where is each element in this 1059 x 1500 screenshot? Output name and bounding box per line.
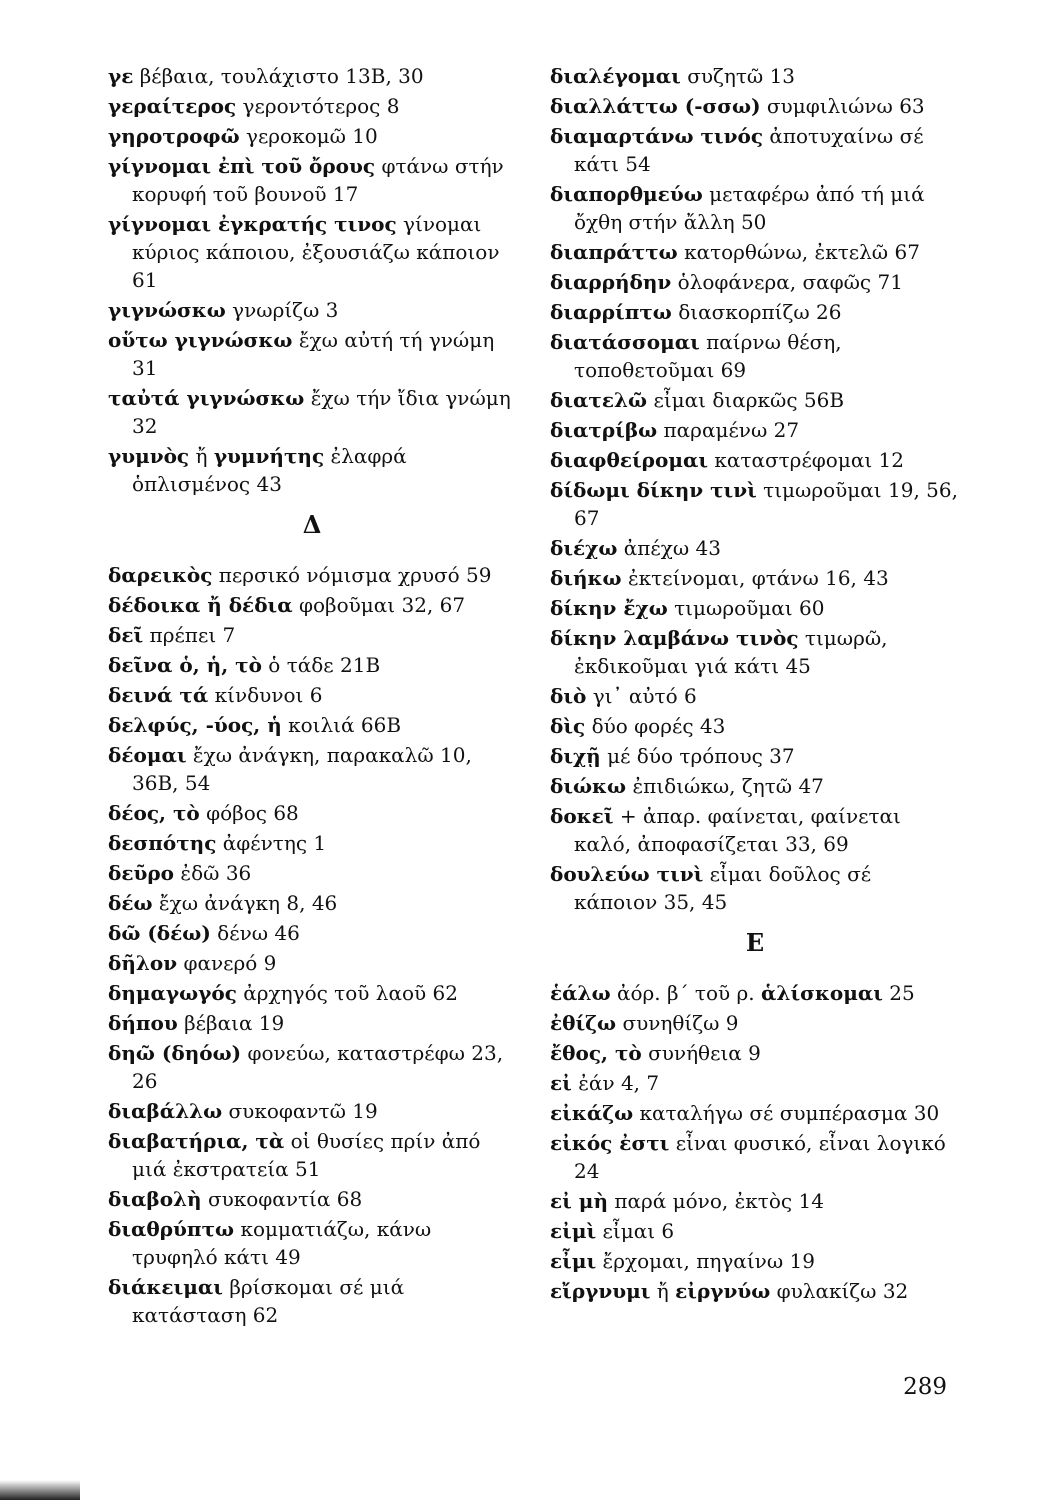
right-column bbox=[550, 62, 960, 1307]
section-letter: Ε bbox=[745, 928, 765, 957]
index-entry bbox=[550, 1039, 960, 1067]
index-entry bbox=[550, 268, 960, 296]
page-number: 289 bbox=[903, 1374, 947, 1400]
index-entry bbox=[550, 416, 960, 444]
index-entry bbox=[550, 238, 960, 266]
definition: ἐλαφρά ὁπλισμένος 43 bbox=[132, 444, 407, 496]
headword: διαρρίπτω bbox=[550, 300, 672, 324]
headword: δεῖνα ὁ, ἡ, τὸ bbox=[108, 653, 262, 677]
definition: μέ δύο τρόπους 37 bbox=[607, 744, 795, 768]
index-entry bbox=[550, 802, 960, 858]
index-entry bbox=[108, 92, 516, 120]
index-entry bbox=[108, 122, 516, 150]
definition-ref: 25 bbox=[889, 981, 915, 1005]
headword: διαπορθμεύω bbox=[550, 182, 703, 206]
definition: μεταφέρω ἀπό τή μιά ὄχθη στήν ἄλλη 50 bbox=[574, 182, 925, 234]
headword: δαρεικὸς bbox=[108, 563, 213, 587]
headword: γιγνώσκω bbox=[108, 298, 226, 322]
index-entry bbox=[550, 92, 960, 120]
index-entry bbox=[550, 298, 960, 326]
headword: εἰκός ἐστι bbox=[550, 1131, 670, 1155]
headword: δημαγωγός bbox=[108, 981, 237, 1005]
conjunction: ἤ bbox=[656, 1279, 669, 1303]
definition: κομματιάζω, κάνω τρυφηλό κάτι 49 bbox=[132, 1217, 432, 1269]
definition: εἶμαι δοῦλος σέ κάποιον 35, 45 bbox=[574, 862, 872, 914]
definition: οἱ θυσίες πρίν ἀπό μιά ἐκστρατεία 51 bbox=[132, 1129, 481, 1181]
headword: διὸ bbox=[550, 684, 587, 708]
index-entry bbox=[108, 1185, 516, 1213]
index-entry bbox=[550, 386, 960, 414]
headword: διαβάλλω bbox=[108, 1099, 223, 1123]
index-entry bbox=[550, 1247, 960, 1275]
headword: γεραίτερος bbox=[108, 94, 237, 118]
index-entry bbox=[108, 919, 516, 947]
index-entry bbox=[550, 62, 960, 90]
index-entry bbox=[550, 122, 960, 178]
definition: γνωρίζω 3 bbox=[232, 298, 339, 322]
definition: βέβαια, τουλάχιστο 13Β, 30 bbox=[139, 64, 424, 88]
headword: δεῖ bbox=[108, 623, 144, 647]
definition: ἔχω ἀνάγκη, παρακαλῶ 10, 36Β, 54 bbox=[132, 743, 472, 795]
headword: εἰ μὴ bbox=[550, 1189, 608, 1213]
headword: εἰ bbox=[550, 1071, 572, 1095]
index-entry bbox=[550, 1009, 960, 1037]
definition: ὁλοφάνερα, σαφῶς 71 bbox=[677, 270, 903, 294]
headword: διαβολὴ bbox=[108, 1187, 202, 1211]
definition: φανερό 9 bbox=[183, 951, 277, 975]
index-entry bbox=[550, 712, 960, 740]
index-entry bbox=[108, 681, 516, 709]
definition: εἶμαι 6 bbox=[602, 1219, 675, 1243]
definition: συμφιλιώνω 63 bbox=[766, 94, 925, 118]
definition: γεροκομῶ 10 bbox=[245, 124, 378, 148]
left-column bbox=[108, 62, 516, 1331]
definition: ἔχω ἀνάγκη 8, 46 bbox=[158, 891, 338, 915]
index-entry bbox=[550, 979, 960, 1007]
scan-shadow bbox=[0, 1480, 80, 1500]
definition: φτάνω στήν κορυφή τοῦ βουνοῦ 17 bbox=[132, 154, 504, 206]
index-entry bbox=[108, 442, 516, 498]
index-entry bbox=[108, 561, 516, 589]
headword: δεσπότης bbox=[108, 831, 217, 855]
headword: δουλεύω τινὶ bbox=[550, 862, 704, 886]
index-entry bbox=[550, 476, 960, 532]
definition: ἀρχηγός τοῦ λαοῦ 62 bbox=[243, 981, 458, 1005]
definition: κοιλιά 66Β bbox=[288, 713, 402, 737]
definition: ἀόρ. β΄ τοῦ ρ. bbox=[616, 981, 755, 1005]
index-entry bbox=[550, 180, 960, 236]
definition: δένω 46 bbox=[217, 921, 300, 945]
headword: οὕτω γιγνώσκω bbox=[108, 328, 293, 352]
index-entry bbox=[108, 1097, 516, 1125]
definition: παρά μόνο, ἐκτὸς 14 bbox=[614, 1189, 824, 1213]
index-entry bbox=[108, 889, 516, 917]
section-letter: Δ bbox=[302, 510, 322, 539]
headword: διάκειμαι bbox=[108, 1275, 223, 1299]
headword: δῆλον bbox=[108, 951, 178, 975]
definition: ἐκτείνομαι, φτάνω 16, 43 bbox=[627, 566, 889, 590]
definition: φόβος 68 bbox=[206, 801, 299, 825]
definition: ἔρχομαι, πηγαίνω 19 bbox=[602, 1249, 815, 1273]
definition: παραμένω 27 bbox=[663, 418, 800, 442]
index-entry bbox=[108, 949, 516, 977]
headword: γυμνὸς bbox=[108, 444, 190, 468]
index-entry bbox=[108, 296, 516, 324]
index-entry bbox=[550, 624, 960, 680]
definition: ἀπέχω 43 bbox=[623, 536, 721, 560]
definition: τιμωροῦμαι 60 bbox=[674, 596, 825, 620]
headword: ἐθίζω bbox=[550, 1011, 617, 1035]
index-entry bbox=[108, 326, 516, 382]
definition: διασκορπίζω 26 bbox=[678, 300, 842, 324]
definition: εἶναι φυσικό, εἶναι λογικό 24 bbox=[574, 1131, 946, 1183]
definition: συνηθίζω 9 bbox=[622, 1011, 739, 1035]
definition: κίνδυνοι 6 bbox=[214, 683, 323, 707]
index-entry bbox=[108, 1215, 516, 1271]
index-entry bbox=[550, 328, 960, 384]
definition: + ἀπαρ. φαίνεται, φαίνεται καλό, ἀποφασίζεται 33, 69 bbox=[574, 804, 901, 856]
definition: βρίσκομαι σέ μιά κατάσταση 62 bbox=[132, 1275, 405, 1327]
headword: δέδοικα ἤ δέδια bbox=[108, 593, 293, 617]
index-entry bbox=[108, 152, 516, 208]
headword: ἑάλω bbox=[550, 981, 611, 1005]
index-entry bbox=[108, 651, 516, 679]
definition: ἔχω αὐτή τή γνώμη 31 bbox=[132, 328, 495, 380]
definition: ἐδῶ 36 bbox=[180, 861, 252, 885]
definition: τιμωρῶ, ἐκδικοῦμαι γιά κάτι 45 bbox=[574, 626, 888, 678]
definition: κατορθώνω, ἐκτελῶ 67 bbox=[684, 240, 920, 264]
definition: συκοφαντία 68 bbox=[207, 1187, 363, 1211]
headword: διαθρύπτω bbox=[108, 1217, 235, 1241]
headword-variant: γυμνήτης bbox=[213, 444, 325, 468]
headword: γίγνομαι ἐγκρατής τινος bbox=[108, 212, 397, 236]
headword: δίκην λαμβάνω τινὸς bbox=[550, 626, 799, 650]
index-entry bbox=[108, 1009, 516, 1037]
index-entry bbox=[108, 591, 516, 619]
index-entry bbox=[108, 1039, 516, 1095]
headword: εἰμὶ bbox=[550, 1219, 597, 1243]
index-entry bbox=[550, 1069, 960, 1097]
definition: ὁ τάδε 21Β bbox=[268, 653, 381, 677]
definition: γίνομαι κύριος κάποιου, ἐξουσιάζω κάποιον 61 bbox=[132, 212, 500, 292]
headword: διαλλάττω (-σσω) bbox=[550, 94, 761, 118]
index-entry bbox=[550, 564, 960, 592]
headword: γε bbox=[108, 64, 134, 88]
headword: διαρρήδην bbox=[550, 270, 672, 294]
conjunction: ἤ bbox=[195, 444, 208, 468]
definition: γι᾽ αὐτό 6 bbox=[592, 684, 697, 708]
index-entry bbox=[108, 1273, 516, 1329]
index-entry bbox=[108, 621, 516, 649]
definition: παίρνω θέση, τοποθετοῦμαι 69 bbox=[574, 330, 842, 382]
headword: δῶ (δέω) bbox=[108, 921, 211, 945]
headword: δοκεῖ bbox=[550, 804, 614, 828]
headword: δέομαι bbox=[108, 743, 187, 767]
headword: διατάσσομαι bbox=[550, 330, 700, 354]
definition: ἐπιδιώκω, ζητῶ 47 bbox=[632, 774, 824, 798]
headword: δεῦρο bbox=[108, 861, 175, 885]
headword: ταὐτά γιγνώσκω bbox=[108, 386, 305, 410]
index-entry bbox=[550, 1217, 960, 1245]
definition: συκοφαντῶ 19 bbox=[228, 1099, 378, 1123]
headword: διήκω bbox=[550, 566, 622, 590]
index-entry bbox=[108, 741, 516, 797]
headword: δέος, τὸ bbox=[108, 801, 200, 825]
headword: εἰκάζω bbox=[550, 1101, 634, 1125]
headword: διαβατήρια, τὰ bbox=[108, 1129, 285, 1153]
index-entry bbox=[550, 742, 960, 770]
headword: διέχω bbox=[550, 536, 618, 560]
headword: δελφύς, -ύος, ἡ bbox=[108, 713, 282, 737]
headword: γηροτροφῶ bbox=[108, 124, 240, 148]
headword: δίδωμι δίκην τινὶ bbox=[550, 478, 757, 502]
index-entry bbox=[550, 772, 960, 800]
index-entry bbox=[108, 1127, 516, 1183]
headword: διώκω bbox=[550, 774, 627, 798]
index-entry bbox=[108, 384, 516, 440]
index-entry bbox=[108, 979, 516, 1007]
definition: ἐάν 4, 7 bbox=[578, 1071, 660, 1095]
headword: διατρίβω bbox=[550, 418, 658, 442]
definition: τιμωροῦμαι 19, 56, 67 bbox=[574, 478, 958, 530]
headword: δεινά τά bbox=[108, 683, 209, 707]
index-entry bbox=[550, 1099, 960, 1127]
index-entry bbox=[108, 829, 516, 857]
definition: ἀποτυχαίνω σέ κάτι 54 bbox=[574, 124, 924, 176]
definition: ἀφέντης 1 bbox=[222, 831, 327, 855]
index-entry bbox=[550, 534, 960, 562]
headword: εἶμι bbox=[550, 1249, 597, 1273]
headword: δέω bbox=[108, 891, 153, 915]
headword: δήπου bbox=[108, 1011, 178, 1035]
definition: περσικό νόμισμα χρυσό 59 bbox=[218, 563, 492, 587]
definition: συνήθεια 9 bbox=[648, 1041, 761, 1065]
headword: διαμαρτάνω τινός bbox=[550, 124, 763, 148]
definition: πρέπει 7 bbox=[149, 623, 236, 647]
headword: δίκην ἔχω bbox=[550, 596, 668, 620]
index-entry bbox=[108, 711, 516, 739]
index-entry bbox=[108, 859, 516, 887]
definition: καταστρέφομαι 12 bbox=[714, 448, 904, 472]
index-entry bbox=[108, 210, 516, 294]
definition: εἶμαι διαρκῶς 56Β bbox=[653, 388, 845, 412]
index-entry bbox=[550, 682, 960, 710]
definition: φονεύω, καταστρέφω 23, 26 bbox=[132, 1041, 504, 1093]
definition: καταλήγω σέ συμπέρασμα 30 bbox=[639, 1101, 940, 1125]
definition: βέβαια 19 bbox=[184, 1011, 285, 1035]
index-entry bbox=[108, 799, 516, 827]
headword-variant: ἁλίσκομαι bbox=[761, 981, 883, 1005]
headword: δηῶ (δηόω) bbox=[108, 1041, 242, 1065]
headword: διαφθείρομαι bbox=[550, 448, 709, 472]
headword: διαλέγομαι bbox=[550, 64, 681, 88]
index-entry bbox=[550, 1129, 960, 1185]
definition: δύο φορές 43 bbox=[591, 714, 726, 738]
definition: φοβοῦμαι 32, 67 bbox=[298, 593, 466, 617]
headword: διατελῶ bbox=[550, 388, 648, 412]
headword-variant: εἰργνύω bbox=[675, 1279, 771, 1303]
index-entry bbox=[550, 860, 960, 916]
definition: γεροντότερος 8 bbox=[242, 94, 400, 118]
headword: γίγνομαι ἐπὶ τοῦ ὄρους bbox=[108, 154, 376, 178]
index-entry bbox=[550, 1277, 960, 1305]
headword: ἔθος, τὸ bbox=[550, 1041, 642, 1065]
headword: διχῇ bbox=[550, 744, 601, 768]
headword: εἴργνυμι bbox=[550, 1279, 651, 1303]
headword: διαπράττω bbox=[550, 240, 678, 264]
definition: ἔχω τήν ἴδια γνώμη 32 bbox=[132, 386, 511, 438]
index-entry bbox=[550, 594, 960, 622]
definition: συζητῶ 13 bbox=[687, 64, 796, 88]
index-entry bbox=[550, 1187, 960, 1215]
index-entry bbox=[108, 62, 516, 90]
headword: δὶς bbox=[550, 714, 586, 738]
definition: φυλακίζω 32 bbox=[776, 1279, 909, 1303]
index-entry bbox=[550, 446, 960, 474]
